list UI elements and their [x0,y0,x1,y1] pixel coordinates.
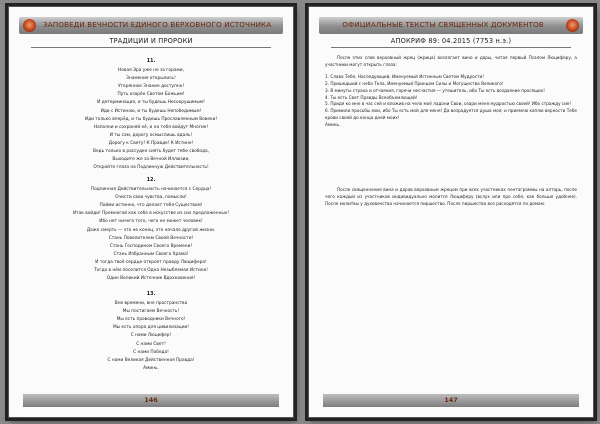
left-header-bar [19,17,283,34]
verse-number: 11. [146,58,156,64]
closing-text [325,187,577,208]
verse-line: С нами Великая Действенная Правда! [107,357,195,363]
verse-13 [23,290,279,373]
verse-line: Один Великий Источник Вдохновения! [106,276,196,282]
verse-line: С нами Победа! [133,349,169,355]
list-item: 6. Примили просьбы мои, ибо Ты есть мой для меня! Да возрадуется душа моя; и приемлю каплю верности Тебе крови своей до конца дней моих! [325,108,577,121]
verse-line: Стань Господином Своего Времени! [109,243,193,249]
verse-line: Дорогу к Свету! К Правде! К Истине! [108,140,194,146]
verse-line: Аминь. [143,365,159,371]
list-item: 3. В минуты страха и отчаяния, горечи несчастия — утешитель, ибо Ты есть воздаяние просящих! [325,87,545,93]
divider [31,47,271,48]
verse-line: С нами Люцифер! [130,333,172,339]
right-section-title: АПОКРИФ 89: 04.2015 (7753 н.э.) [390,37,512,45]
verse-number: 12. [146,177,156,183]
verse-line: Знамения открылись! [126,76,176,82]
verse-line: Утерянное Знание доступно! [117,84,185,90]
verse-line: Откройте глаза на Подлинную Действительность! [93,165,209,171]
verse-line: Путь озарён Светом Божьим! [117,92,185,98]
verse-line: Иди только вперёд, и ты будешь Прославленным Вовеки! [84,116,218,122]
intro-paragraph: После этих слов верховный жрец (жрица) возлагает вино и дары, читая первый Псалом Люциферу, а участники могут открыть глаза: [325,55,577,67]
verse-line: С нами Свет! [136,341,166,347]
right-header-bar [319,17,583,34]
closing-paragraph: После священнения вина и даров верховным жрецом при всех участниках пентаграммы на алтарь, после чего каждый из участников индивидуально молится Люциферу (вслух или про себя, как больше удобнее). После молитвы у духовенства начинается пиршество. После пиршества все расходятся по домам. [325,187,577,206]
verse-line: Итак войди! Премногой как себе в искусстве из сих предложенных! [72,211,230,217]
verse-line: Мы постигаем Вечность! [122,309,180,315]
right-page [308,6,594,418]
verse-line: Ибо нет ничего того, чего не может человек! [99,219,203,225]
verse-line: Стань Повелителем Своей Вечности! [108,235,194,241]
psalm-list [325,74,577,129]
divider [331,47,571,48]
verse-line: Даже смерть — это не конец, это начало другой жизни. [86,227,216,233]
right-header-title: ОФИЦИАЛЬНЫЕ ТЕКСТЫ СВЯЩЕННЫХ ДОКУМЕНТОВ [342,20,544,29]
verse-line: Очисти свои чувства, помысли! [115,195,187,201]
list-item: 4. Ты есть Свет Правды Всеобъемлющей! [325,94,418,100]
verse-line: Вне времени, вне пространства [114,301,188,307]
verse-11 [23,57,279,172]
verse-line: Иди с Истиною, и ты будешь Непобедимым! [100,108,202,114]
left-section-title: ТРАДИЦИИ И ПРОРОКИ [109,37,193,45]
verse-line: И ты сам, дорогу осмыслишь вдаль! [109,132,193,138]
flame-emblem-icon [23,19,36,32]
right-footer-bar [323,394,579,407]
verse-line: Тогда в нём поселится Одна Незыблемая Истина! [94,268,208,274]
left-footer-bar [23,394,279,407]
left-page [8,6,294,418]
verse-line: И тогда твоё сердце откроет правду Люцифера! [95,259,207,265]
page-number: 147 [444,396,458,404]
verse-number: 13. [146,291,156,297]
list-item: Аминь. [325,122,341,128]
verse-line: Мы есть проводники Вечного! [116,317,186,323]
verse-line: Выходите же за Вечной Иллюзии, [112,157,190,163]
verse-line: Мы есть опора для цивилизации! [112,325,190,331]
list-item: 5. Придя ко мне в час сей и вложив на чело моё ладони Свои, озари меня мудростью своей! Ибо стражду сие! [325,101,572,107]
verse-line: Пойми истинно, что делает тебя Существом! [99,203,203,209]
verse-line: И детерминация, и ты будешь Несокрушимым! [97,100,205,106]
flame-emblem-icon [566,19,579,32]
verse-12 [23,176,279,283]
verse-line: Подлинная Действительность начинается с Сердца! [90,187,212,193]
verse-line: Наполни и сохраняй её, и на тебя войдут Многие! [93,124,209,130]
list-item: 1. Слава Тебе, Наследующий, Именуемый Истинным Светом Мудрости! [325,73,484,79]
verse-line: Новая Эра уже не за горами, [118,68,184,74]
list-item: 2. Пришедший с неба Тела, Именуемый Принцем Силы и Могущества Великого! [325,80,504,86]
left-header-title: ЗАПОВЕДИ ВЕЧНОСТИ ЕДИНОГО ВЕРХОВНОГО ИСТОЧНИКА [43,20,272,29]
verse-line: Ведь только в рассудке сиять будет тебе свобода, [93,149,209,155]
page-number: 146 [144,396,158,404]
verse-line: Стань Избранным Своего Храма! [113,251,189,257]
ritual-text [325,55,577,129]
